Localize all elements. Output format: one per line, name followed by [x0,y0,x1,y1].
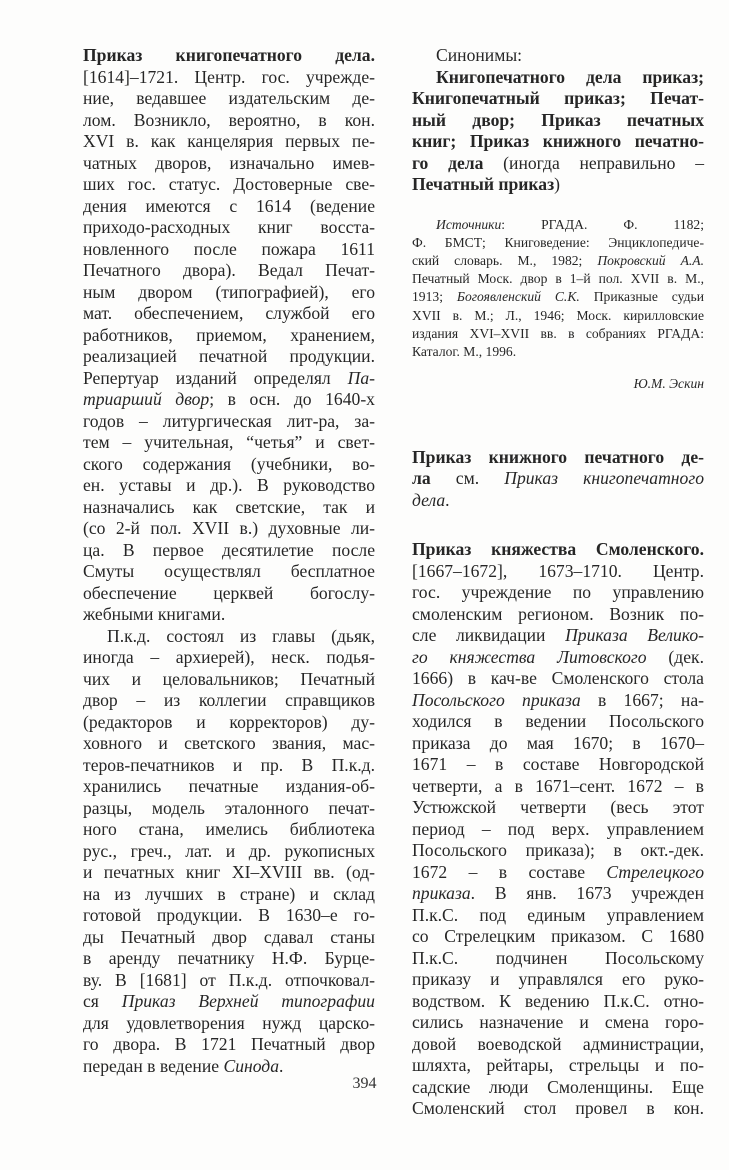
text-line: теров-печатников и пр. В П.к.д. [83,754,375,775]
text-line [412,690,704,712]
cross-reference[interactable]: приказа [412,883,471,904]
text-line: Посольского приказа); в окт.-дек. [412,840,704,861]
text-line: тем – учительная, “четья” и свет- [83,432,375,452]
entry-prikaz-knizhnogo-pechatnogo-dela [412,447,704,512]
text-line: ского содержания (учебники, во- [83,453,375,474]
cross-reference[interactable]: дела [412,489,446,510]
synonym-line: ный двор; Приказ печатных [412,109,704,130]
text-run: 1913; [412,289,457,305]
author-ref: Покровский А.А. [597,252,704,268]
text-line: со Стрелецким приказом. С 1680 [412,926,704,947]
text-line: мат. обеспечением, службой его [83,303,375,323]
text-line: ховного и светского звания, мас- [83,733,375,753]
text-line: ца. В первое десятилетие после [83,539,375,560]
text-line: Смоленский стол провел в кон. [412,1098,704,1119]
text-line: ходился в ведении Посольского [412,711,704,732]
text-line: двор – из коллегии справщиков [83,690,375,710]
text-line [83,389,375,411]
cross-reference[interactable]: Приказа Велико- [565,625,705,646]
text-line [83,368,375,390]
sources-line [412,288,704,306]
text-line: 1671 – в составе Новгородской [412,754,704,775]
text-run: сле ликвидации [412,625,566,646]
sources-line: Печатный Моск. двор в 1–й пол. XVII в. М., [412,271,704,287]
entry-headword: Приказ княжества Смоленского. [412,539,704,560]
text-line [412,862,704,884]
synonym-line [412,174,704,196]
text-line: [1614]–1721. Центр. гос. учрежде- [83,66,375,87]
author-ref: Богоявленский С.К. [456,289,580,305]
text-line [412,468,704,490]
text-line: го двора. В 1721 Печатный двор [83,1034,375,1054]
left-column [83,45,375,1077]
sources-block [412,216,704,362]
text-run: передан в ведение [83,1055,224,1076]
text-line: лом. Возникло, вероятно, в кон. [83,109,375,130]
text-line: ние, ведавшее издательским де- [83,88,375,108]
text-line: Печатного двора). Ведал Печат- [83,260,375,280]
sources-line: издания XVI–XVII вв. в собраниях РГАДА: [412,325,704,341]
text-line: 1666) в кач-ве Смоленского стола [412,668,704,689]
text-line: готовой продукции. В 1630–е го- [83,905,375,925]
text-line: ен. уставы и др.). В руководство [83,475,375,495]
text-line [412,625,704,647]
text-run: : РГАДА. Ф. 1182; [501,216,704,232]
text-line: XVI в. как канцелярия первых пе- [83,131,375,151]
text-line: ших гос. статус. Достоверные све- [83,174,375,194]
sources-line: Ф. БМСТ; Книговедение: Энциклопедиче- [412,234,704,250]
text-line: и печатных книг XI–XVIII вв. (од- [83,862,375,882]
text-run: . [279,1055,284,1076]
text-line [412,647,704,669]
text-line: ды Печатный двор сдавал станы [83,926,375,947]
cross-reference[interactable]: Посольского приказа [412,689,581,710]
text-line: приказу и управлялся его руко- [412,969,704,990]
text-run: (иногда неправильно – [483,152,704,173]
text-line: водством. К ведению П.к.С. отно- [412,990,704,1011]
text-run: ) [554,174,561,194]
text-line: иногда – архиерей), неск. подья- [83,647,375,667]
text-line: ву. В [1681] от П.к.д. отпочковал- [83,969,375,990]
sources-line [412,216,704,234]
article-author: Ю.М. Эскин [633,376,704,392]
text-line: для удовлетворения нужд царско- [83,1012,375,1033]
text-line: ным двором (типографией), его [83,281,375,302]
text-line: назначались как светские, так и [83,496,375,517]
synonym-line: книг; Приказ книжного печатно- [412,131,704,151]
text-line: рус., греч., лат. и др. рукописных [83,840,375,861]
text-line: четверти, а в 1671–сент. 1672 – в [412,775,704,796]
cross-reference[interactable]: Приказ книгопечатного [504,468,704,489]
text-line: [1667–1672], 1673–1710. Центр. [412,560,704,581]
text-run: го дела [412,152,484,173]
text-line: П.к.С. под единым управлением [412,904,704,925]
synonym-line: Книгопечатный приказ; Печат- [412,88,704,108]
sources-label: Источники [436,216,502,232]
sources-line: XVII в. М.; Л., 1946; Моск. кирилловские [412,307,704,323]
text-run: ; в осн. до 1640-х [209,389,375,409]
text-line: хранились печатные издания-об- [83,776,375,796]
page-number: 394 [352,1075,377,1092]
text-line [83,991,375,1013]
text-line: разцы, модель эталонного печат- [83,797,375,818]
synonyms-block [412,45,704,196]
text-run: . В янв. 1673 учрежден [470,883,704,904]
cross-reference[interactable]: Синода [223,1055,279,1076]
text-run: Печатный приказ [412,174,555,194]
text-line: на из лучших в стране) и склад [83,883,375,904]
cross-reference[interactable]: Па- [347,367,375,388]
text-line: сились назначение и смена горо- [412,1012,704,1033]
right-column [412,45,704,1120]
text-line: период – под верх. управлением [412,818,704,839]
text-line: довой воеводской администрации, [412,1033,704,1054]
cross-reference[interactable]: Стрелецкого [606,861,704,882]
text-line: обеспечение церквей богослу- [83,582,375,603]
text-run: . [445,489,450,510]
text-run: Приказные судьи [579,289,704,305]
text-run: 1672 – в составе [412,861,607,882]
text-line: приказа до мая 1670; в 1670– [412,732,704,753]
text-line: Смуты осуществлял бесплатное [83,561,375,581]
cross-reference[interactable]: Приказ Верхней типографии [121,991,375,1011]
entry-prikaz-knyazhestva-smolenskogo [412,539,704,1120]
entry-headword: Приказ книгопечатного дела. [83,45,375,65]
text-line: (редакторов и корректоров) ду- [83,711,375,732]
cross-reference[interactable]: триарший двор [83,389,210,409]
text-line: П.к.д. состоял из главы (дьяк, [107,625,375,646]
text-line: гос. учреждение по управлению [412,582,704,603]
text-line: (со 2-й пол. XVII в.) духовные ли- [83,518,375,538]
synonym-line: Книгопечатного дела приказ; [436,66,704,87]
text-line: приходо-расходных книг восста- [83,217,375,237]
entry-prikaz-knigopechatnogo-dela [83,45,375,1077]
text-run: Репертуар изданий определял [83,367,348,388]
text-line: дения имеются с 1614 (ведение [83,195,375,216]
text-line [412,490,704,512]
text-line: в аренду печатнику Н.Ф. Бурце- [83,948,375,968]
entry-headword: Приказ книжного печатного де- [412,446,704,467]
synonym-line [412,153,704,175]
text-line: чатных дворов, изначально имев- [83,152,375,173]
text-run: (дек. [646,646,704,667]
cross-reference[interactable]: го княжества Литовского [412,646,647,667]
text-run: ся [83,991,122,1011]
entry-headword: ла [412,468,431,489]
text-line: П.к.С. подчинен Посольскому [412,947,704,968]
text-line: садские люди Смоленщины. Еще [412,1076,704,1097]
text-line: годов – литургическая лит-ра, за- [83,410,375,431]
text-line [83,1056,375,1078]
text-line: жебными книгами. [83,604,226,624]
text-line: реализацией печатной продукции. [83,346,375,366]
text-run: см. [430,468,505,489]
text-line: работников, приемом, хранением, [83,324,375,345]
sources-line [412,252,704,270]
text-line: Устюжской четверти (весь этот [412,797,704,818]
synonyms-label: Синонимы: [436,45,523,65]
text-run: ский словарь. М., 1982; [412,252,598,268]
text-run: в 1667; на- [580,689,704,710]
sources-line: Каталог. М., 1996. [412,343,517,359]
text-line: шляхта, рейтары, стрельцы и по- [412,1055,704,1076]
text-line [412,883,704,905]
text-line: новленного после пожара 1611 [83,238,375,259]
text-line: ного стана, имелись библиотека [83,819,375,839]
text-line: смоленским регионом. Возник по- [412,603,704,624]
text-line: чих и целовальников; Печатный [83,668,375,689]
